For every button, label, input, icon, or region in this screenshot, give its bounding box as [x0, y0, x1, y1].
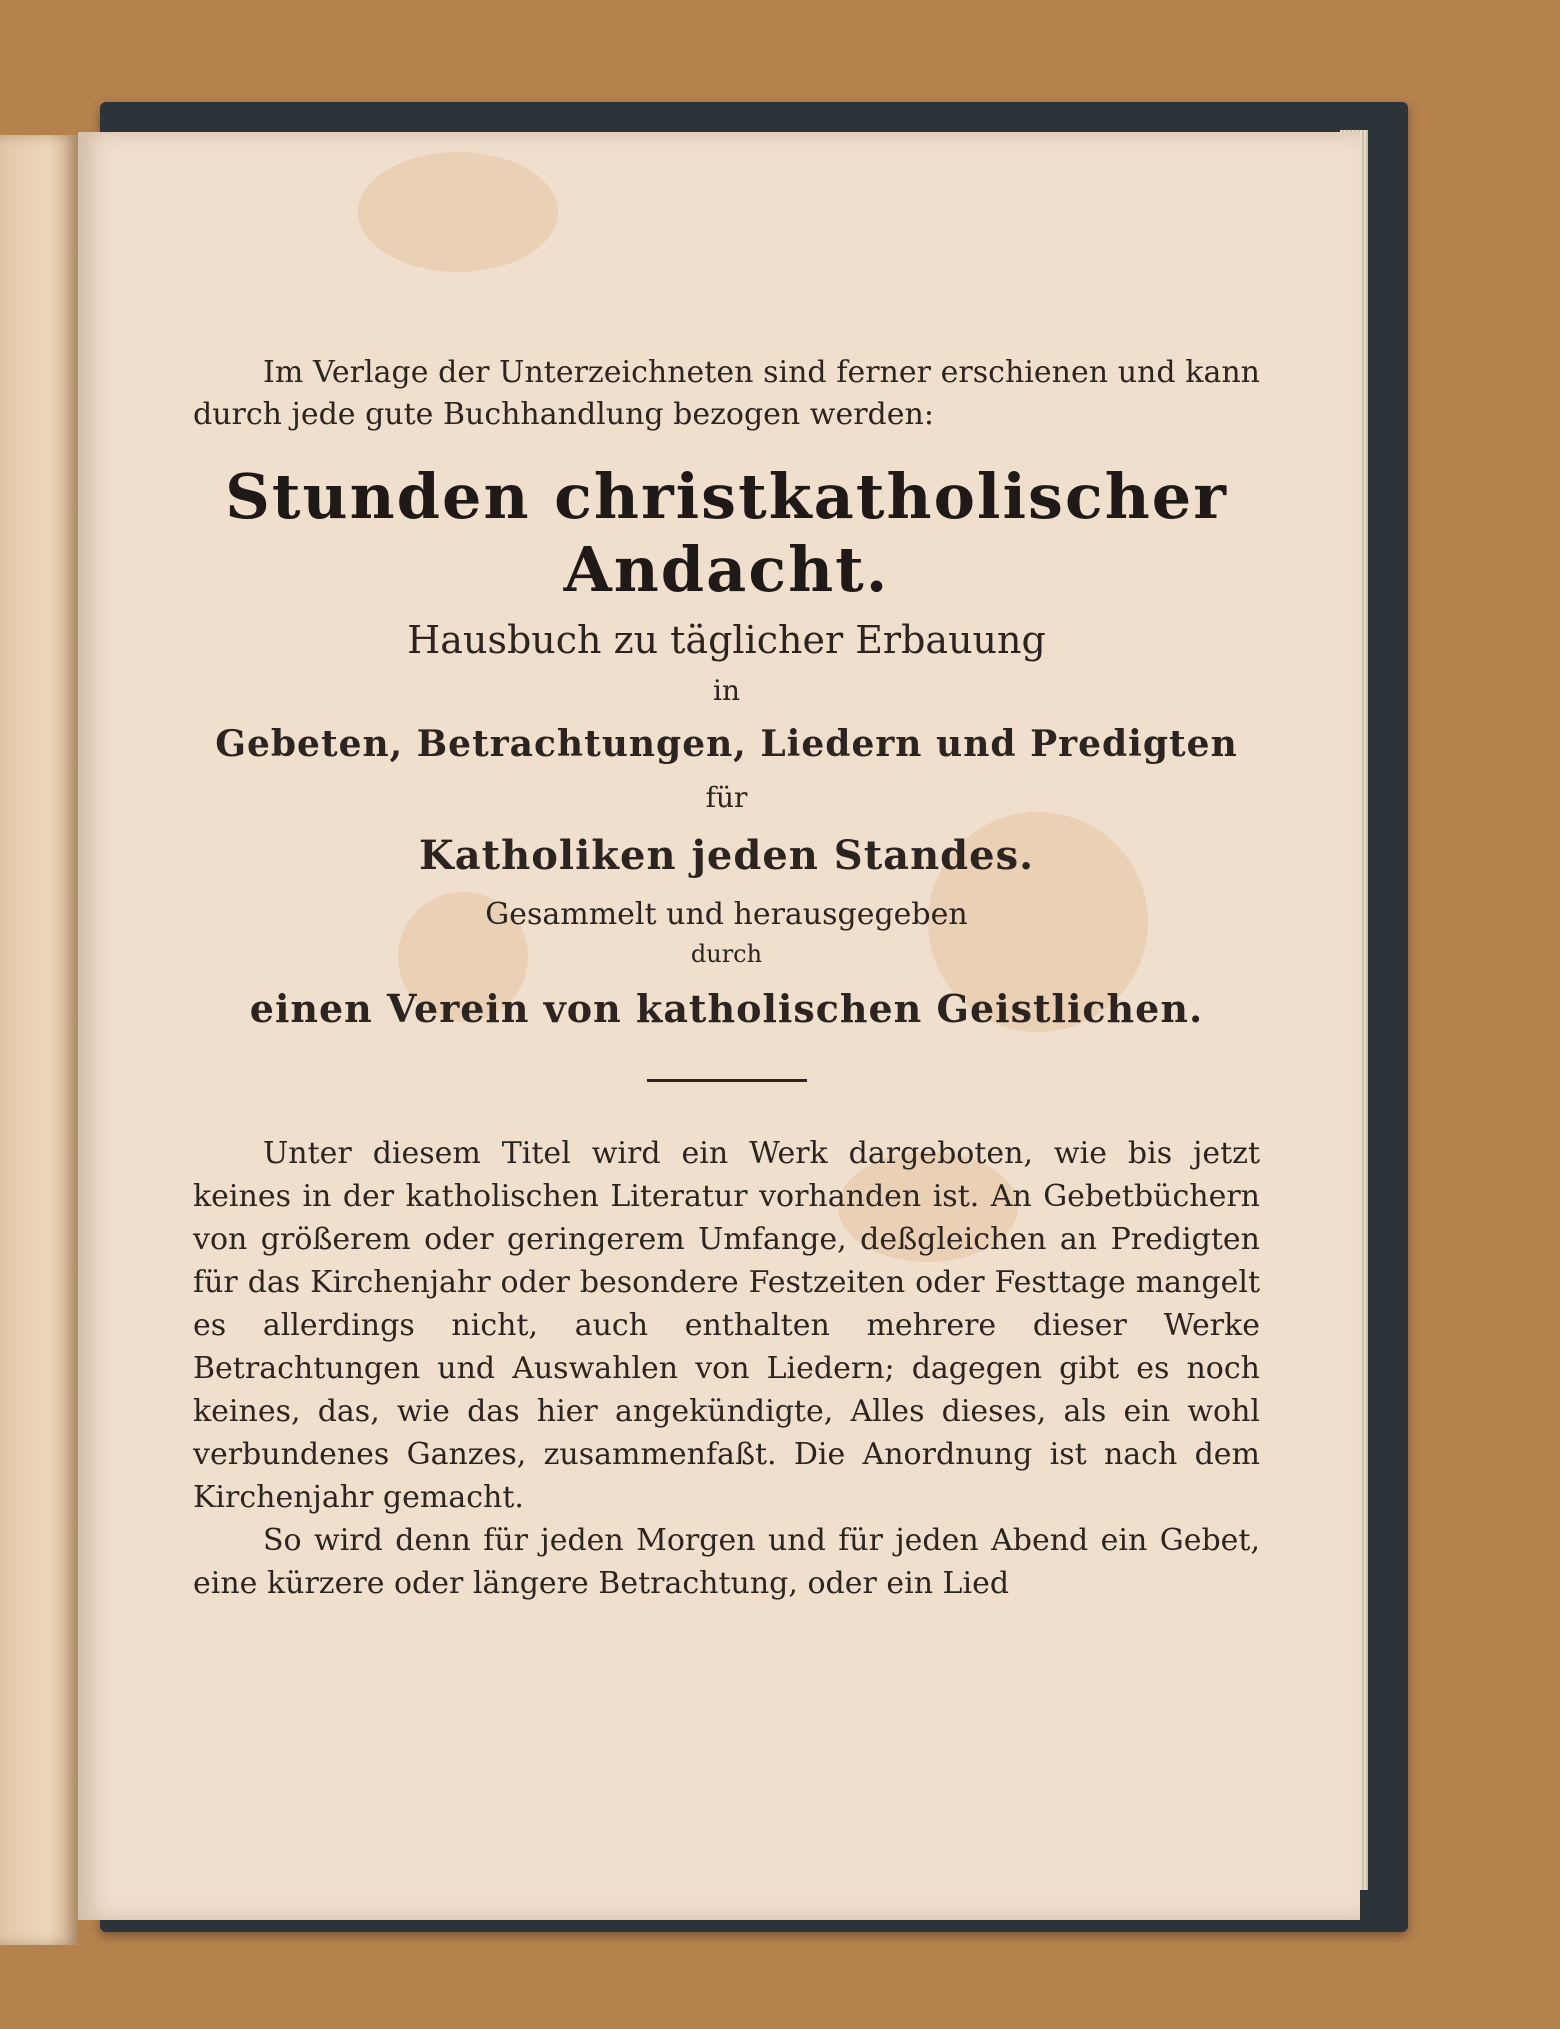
divider-rule: [647, 1079, 807, 1082]
audience-line: Katholiken jeden Standes.: [418, 832, 1035, 879]
word-fuer: für: [705, 781, 748, 814]
word-in: in: [713, 674, 740, 707]
authors-line: einen Verein von katholischen Geistlichen.: [249, 986, 1204, 1031]
left-page-edge: [0, 135, 78, 1945]
collected-line: Gesammelt und herausgegeben: [485, 897, 968, 932]
book-title: Stunden christkatholischer Andacht.: [225, 460, 1228, 606]
page-content: [193, 352, 1260, 1605]
foxing-stain: [358, 152, 558, 272]
book-subtitle: Hausbuch zu täglicher Erbauung: [407, 618, 1046, 662]
intro-text: Im Verlage der Unterzeichneten sind ferner erschienen und kann durch jede gute Buchhandlung bezogen werden:: [193, 355, 1260, 432]
body-paragraph-1: Unter diesem Titel wird ein Werk dargeboten, wie bis jetzt keines in der katholischen Literatur vorhanden ist. An Gebetbüchern von größerem oder geringerem Umfange, deßgleichen an Predigten für das Kirchenjahr oder besondere Festzeiten oder Festtage mangelt es allerdings nicht, auch enthalten mehrere dieser Werke Betrachtungen und Auswahlen von Liedern; dagegen gibt es noch keines, das, wie das hier angekündigte, Alles dieses, als ein wohl verbundenes Ganzes, zusammenfaßt. Die Anordnung ist nach dem Kirchenjahr gemacht.: [193, 1136, 1260, 1515]
contents-line: Gebeten, Betrachtungen, Liedern und Predigten: [215, 723, 1238, 765]
body-paragraph-2: So wird denn für jeden Morgen und für jeden Abend ein Gebet, eine kürzere oder längere Betrachtung, oder ein Lied: [193, 1523, 1260, 1601]
book-page: [78, 132, 1360, 1920]
word-durch: durch: [690, 940, 763, 968]
